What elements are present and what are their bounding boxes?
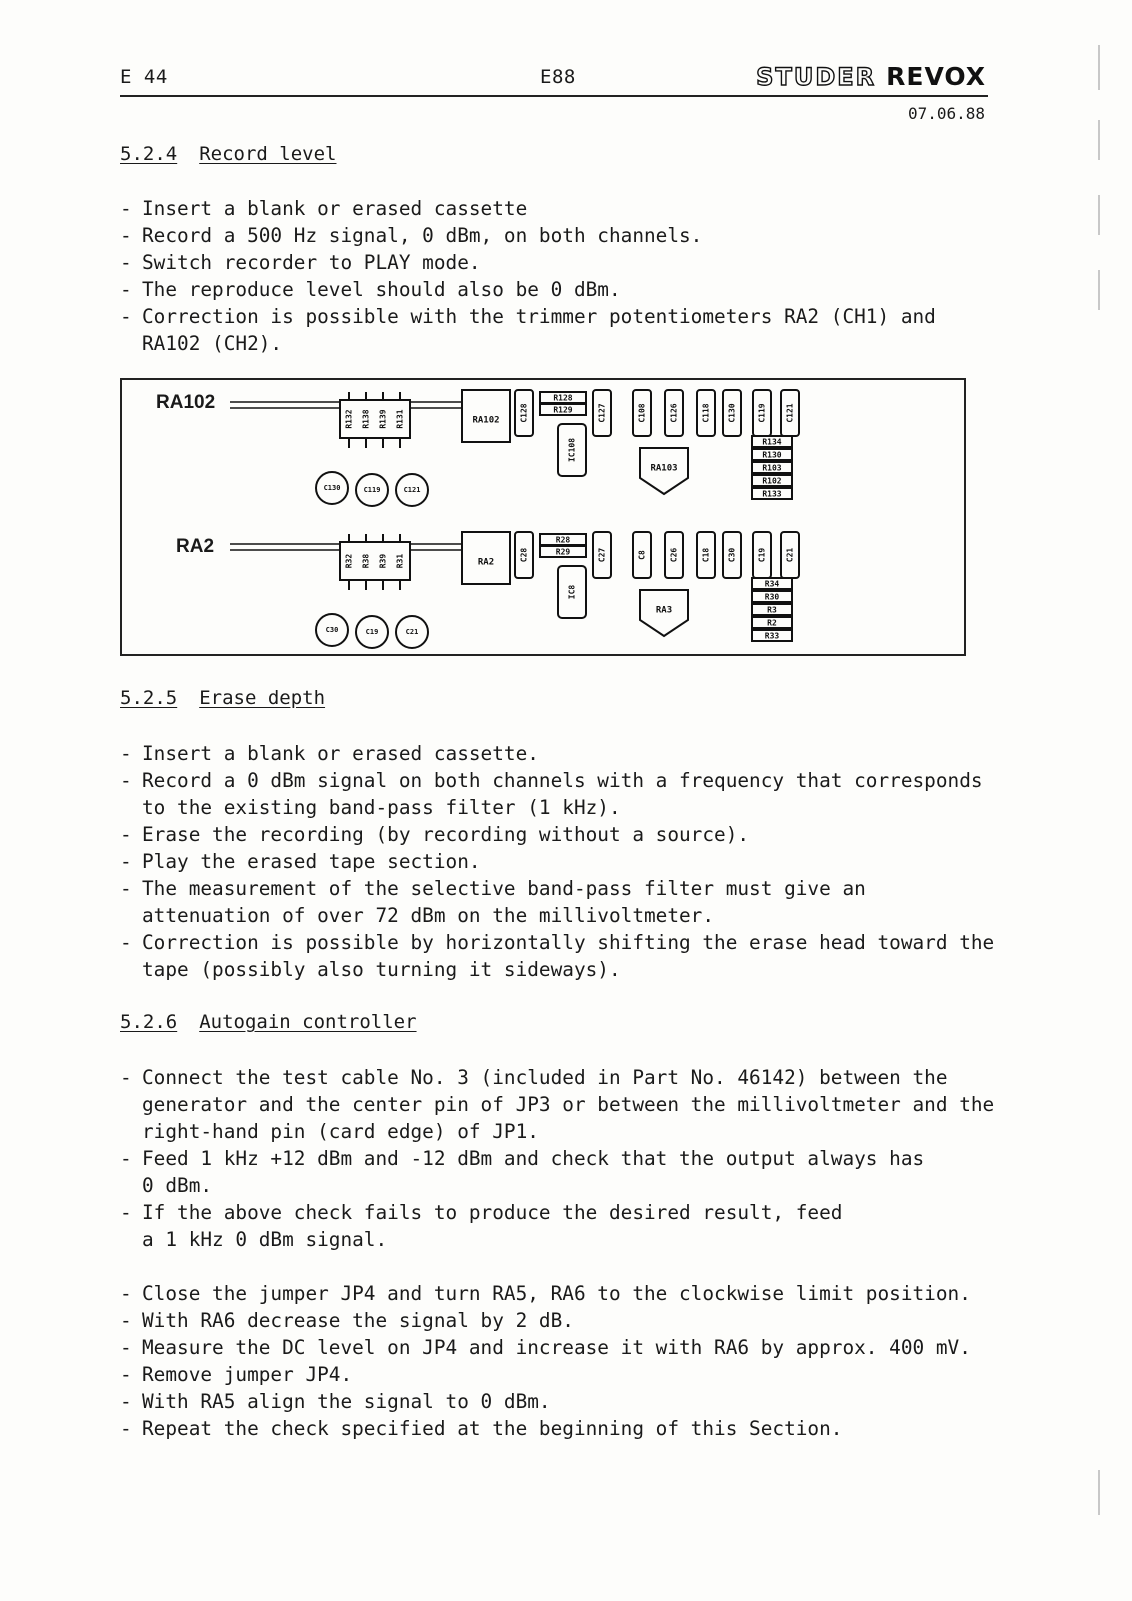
capacitor-label: C21 <box>785 547 795 563</box>
board-layout-figure <box>120 378 966 656</box>
capacitor-label: C119 <box>363 486 381 494</box>
section-title: Autogain controller <box>199 1011 417 1033</box>
ic-label: IC108 <box>567 437 577 463</box>
section-heading-record-level <box>120 143 336 165</box>
resistor-label: R30 <box>764 592 780 602</box>
list-item: - Record a 0 dBm signal on both channels with a frequency that corresponds to the existing band-pass filter (1 kHz). <box>120 767 1000 821</box>
capacitor-label: C127 <box>597 403 607 423</box>
list-item: - Correction is possible by horizontally shifting the erase head toward the tape (possibly also turning it sideways). <box>120 929 1000 983</box>
list-item: - Insert a blank or erased cassette <box>120 195 1000 222</box>
list-item: - With RA6 decrease the signal by 2 dB. <box>120 1307 1000 1334</box>
list-item: - Insert a blank or erased cassette. <box>120 740 1000 767</box>
scan-edge-mark <box>1098 120 1100 160</box>
list-item: - Remove jumper JP4. <box>120 1361 1000 1388</box>
capacitor-label: C21 <box>405 628 419 636</box>
brand-logo-studer: STUDER <box>756 62 877 91</box>
section-heading-autogain <box>120 1011 417 1033</box>
resistor-label: R31 <box>395 553 405 569</box>
capacitor-label: C28 <box>519 547 529 563</box>
section-title: Record level <box>199 143 337 165</box>
resistor-label: R132 <box>344 409 354 429</box>
list-item: - With RA5 align the signal to 0 dBm. <box>120 1388 1000 1415</box>
resistor-label: R103 <box>762 463 782 473</box>
capacitor-label: C8 <box>637 550 647 560</box>
list-item: - The reproduce level should also be 0 dBm. <box>120 276 1000 303</box>
list-item: - Switch recorder to PLAY mode. <box>120 249 1000 276</box>
resistor-label: R134 <box>762 437 782 447</box>
section-number: 5.2.4 <box>120 143 178 165</box>
resistor-label: R39 <box>378 553 388 569</box>
scan-edge-mark <box>1098 270 1100 310</box>
board-row <box>230 532 799 648</box>
list-item: - Measure the DC level on JP4 and increase it with RA6 by approx. 400 mV. <box>120 1334 1000 1361</box>
board-row <box>230 390 799 506</box>
scan-edge-mark <box>1098 195 1100 235</box>
resistor-label: R131 <box>395 409 405 429</box>
resistor-label: R130 <box>762 450 782 460</box>
capacitor-label: C19 <box>757 547 767 563</box>
label-ra2: RA2 <box>176 536 215 557</box>
scan-edge-mark <box>1098 45 1100 90</box>
trimmer-label: RA2 <box>477 557 495 568</box>
ic-label: RA103 <box>650 463 678 474</box>
header-row <box>120 62 986 98</box>
capacitor-label: C30 <box>325 626 339 634</box>
capacitor-label: C118 <box>701 403 711 423</box>
board-diagram <box>122 380 964 654</box>
resistor-label: R28 <box>555 535 571 545</box>
record-level-steps <box>120 195 1000 357</box>
model-name: E88 <box>540 66 576 88</box>
section-number: 5.2.6 <box>120 1011 178 1033</box>
autogain-steps-continued <box>120 1280 1000 1442</box>
capacitor-label: C108 <box>637 403 647 423</box>
list-item: - Repeat the check specified at the beginning of this Section. <box>120 1415 1000 1442</box>
capacitor-label: C121 <box>403 486 421 494</box>
capacitor-label: C119 <box>757 403 767 423</box>
capacitor-label: C18 <box>701 547 711 563</box>
section-title: Erase depth <box>199 687 326 709</box>
section-heading-erase-depth <box>120 687 325 709</box>
brand-logo <box>756 62 986 91</box>
resistor-label: R38 <box>361 553 371 569</box>
list-item: - If the above check fails to produce the desired result, feed a 1 kHz 0 dBm signal. <box>120 1199 1000 1253</box>
capacitor-label: C26 <box>669 547 679 563</box>
list-item: - The measurement of the selective band-pass filter must give an attenuation of over 72 dBm on the millivoltmeter. <box>120 875 1000 929</box>
list-item: - Connect the test cable No. 3 (included in Part No. 46142) between the generator and the center pin of JP3 or between the millivoltmeter and the right-hand pin (card edge) of JP1. <box>120 1064 1000 1145</box>
brand-logo-revox: REVOX <box>886 62 986 91</box>
scan-edge-mark <box>1098 1470 1100 1515</box>
capacitor-label: C128 <box>519 403 529 423</box>
resistor-label: R128 <box>553 393 573 403</box>
capacitor-label: C130 <box>323 484 341 492</box>
list-item: - Close the jumper JP4 and turn RA5, RA6 to the clockwise limit position. <box>120 1280 1000 1307</box>
resistor-label: R129 <box>553 405 573 415</box>
label-ra102: RA102 <box>156 392 216 413</box>
resistor-label: R32 <box>344 553 354 569</box>
resistor-label: R133 <box>762 489 782 499</box>
list-item: - Feed 1 kHz +12 dBm and -12 dBm and check that the output always has 0 dBm. <box>120 1145 1000 1199</box>
ic-label: IC8 <box>567 584 577 600</box>
list-item: - Erase the recording (by recording without a source). <box>120 821 1000 848</box>
list-item: - Play the erased tape section. <box>120 848 1000 875</box>
autogain-steps <box>120 1064 1000 1253</box>
capacitor-label: C130 <box>727 403 737 423</box>
capacitor-label: C126 <box>669 403 679 423</box>
ic-label: RA3 <box>655 605 673 616</box>
erase-depth-steps <box>120 740 1000 983</box>
revision-date: 07.06.88 <box>908 104 986 123</box>
page-ref: E 44 <box>120 66 168 88</box>
header-rule <box>120 95 988 97</box>
trimmer-label: RA102 <box>472 415 500 426</box>
list-item: - Record a 500 Hz signal, 0 dBm, on both channels. <box>120 222 1000 249</box>
resistor-label: R102 <box>762 476 782 486</box>
resistor-label: R34 <box>764 579 780 589</box>
section-number: 5.2.5 <box>120 687 178 709</box>
capacitor-label: C19 <box>365 628 379 636</box>
resistor-label: R2 <box>767 618 777 628</box>
resistor-label: R29 <box>555 547 571 557</box>
resistor-label: R139 <box>378 409 388 429</box>
capacitor-label: C121 <box>785 403 795 423</box>
resistor-label: R138 <box>361 409 371 429</box>
resistor-label: R33 <box>764 631 780 641</box>
resistor-label: R3 <box>767 605 777 615</box>
capacitor-label: C27 <box>597 547 607 563</box>
capacitor-label: C30 <box>727 547 737 563</box>
list-item: - Correction is possible with the trimmer potentiometers RA2 (CH1) and RA102 (CH2). <box>120 303 1000 357</box>
